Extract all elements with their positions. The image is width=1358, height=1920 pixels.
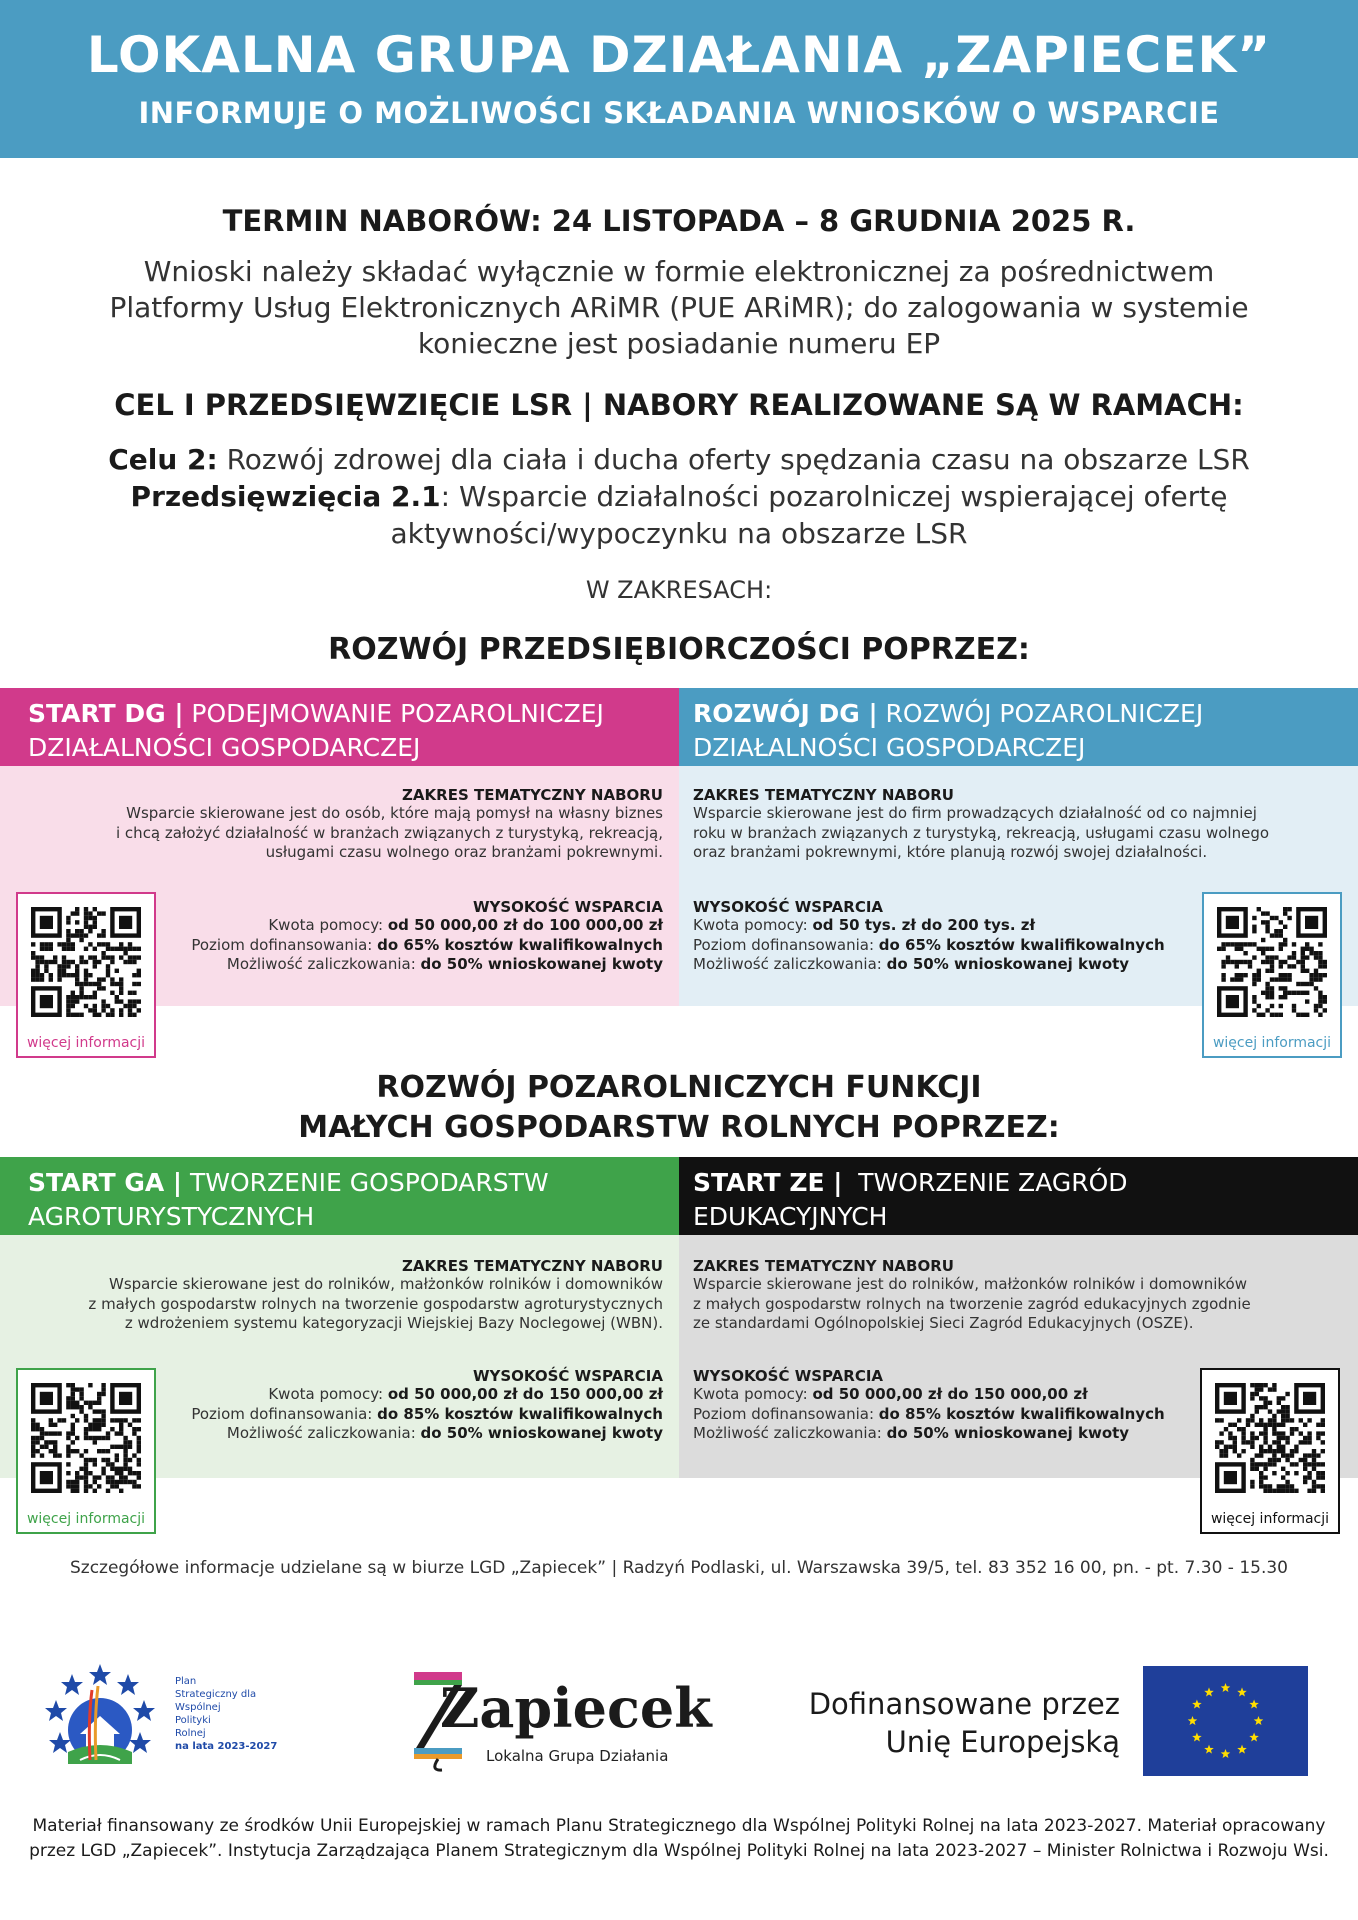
scope-line: roku w branżach związanych z turystyką, rekreacją, usługami czasu wolnego <box>693 823 1270 842</box>
scope-line: z małych gospodarstw rolnych na tworzenie zagród edukacyjnych zgodnie <box>693 1294 1251 1313</box>
section-1-title: ROZWÓJ PRZEDSIĘBIORCZOŚCI POPRZEZ: <box>328 632 1030 667</box>
advance-value: do 50% wnioskowanej kwoty <box>886 1424 1130 1442</box>
rozwoj-dg-support-title: WYSOKOŚĆ WSPARCIA <box>693 898 884 916</box>
advance-label: Możliwość zaliczkowania: <box>693 955 887 973</box>
eu-star <box>1237 1687 1247 1696</box>
office-info: Szczegółowe informacje udzielane są w biurze LGD „Zapiecek” | Radzyń Podlaski, ul. Warszawska 39/5, tel. 83 352 16 00, pn. - pt. 7.30 - 15.30 <box>69 1558 1288 1578</box>
przed-label: Przedsięwzięcia 2.1 <box>130 480 441 513</box>
start-ze-qr-link[interactable] <box>1200 1368 1340 1534</box>
eu-star <box>1221 1749 1231 1758</box>
intro-line: Wnioski należy składać wyłącznie w formie elektronicznej za pośrednictwem <box>143 255 1215 288</box>
disclaimer-line: przez LGD „Zapiecek”. Instytucja Zarządzająca Planem Strategicznym dla Wspólnej Polityki Rolnej na lata 2023-2027 – Minister Rolnictwa i Rozwoju Wsi. <box>29 1841 1329 1861</box>
eu-star <box>1254 1716 1264 1725</box>
start-dg-code: START DG | <box>28 699 184 728</box>
start-ga-support-title: WYSOKOŚĆ WSPARCIA <box>472 1367 663 1385</box>
start-ga-qr-link[interactable] <box>16 1368 156 1534</box>
rozwoj-dg-name-2: DZIAŁALNOŚCI GOSPODARCZEJ <box>693 733 1086 762</box>
qr-code-icon <box>1217 907 1327 1017</box>
zakres-label: W ZAKRESACH: <box>585 576 773 604</box>
ps-line: na lata 2023-2027 <box>175 1741 278 1752</box>
amount-label: Kwota pomocy: <box>268 916 388 934</box>
przed-text: : Wsparcie działalności pozarolniczej wspierającej ofertę <box>440 480 1228 513</box>
advance-label: Możliwość zaliczkowania: <box>693 1424 887 1442</box>
start-ze-band <box>679 1157 1358 1235</box>
start-dg-scope-title: ZAKRES TEMATYCZNY NABORU <box>402 786 663 804</box>
eu-star <box>1192 1733 1202 1742</box>
amount-value: od 50 000,00 zł do 100 000,00 zł <box>387 916 663 934</box>
start-dg-support-title: WYSOKOŚĆ WSPARCIA <box>472 898 663 916</box>
scope-line: z wdrożeniem systemu kategoryzacji Wiejskiej Bazy Noclegowej (WBN). <box>124 1314 663 1332</box>
ps-line: Wspólnej <box>175 1702 221 1713</box>
start-ze-support-title: WYSOKOŚĆ WSPARCIA <box>693 1367 884 1385</box>
start-ga-name: TWORZENIE GOSPODARSTW <box>182 1168 549 1197</box>
more-info-link[interactable]: więcej informacji <box>26 1511 146 1527</box>
start-dg-qr-link[interactable] <box>16 892 156 1058</box>
rozwoj-dg-qr-link[interactable] <box>1202 892 1342 1058</box>
eu-star <box>1204 1687 1214 1696</box>
start-ze-name: TWORZENIE ZAGRÓD <box>842 1168 1128 1197</box>
eu-star <box>1249 1700 1259 1709</box>
amount-value: od 50 tys. zł do 200 tys. zł <box>812 916 1036 934</box>
scope-line: Wsparcie skierowane jest do rolników, małżonków rolników i domowników <box>693 1275 1247 1293</box>
eu-stars-icon <box>1143 1666 1308 1776</box>
section-2-title-line: ROZWÓJ POZAROLNICZYCH FUNKCJI <box>376 1070 982 1105</box>
disclaimer <box>0 1814 1358 1864</box>
rozwoj-dg-scope-title: ZAKRES TEMATYCZNY NABORU <box>693 786 954 804</box>
cel-label: Celu 2: <box>108 443 218 476</box>
start-dg-name: PODEJMOWANIE POZAROLNICZEJ <box>183 699 604 728</box>
eu-star <box>1188 1716 1198 1725</box>
advance-label: Możliwość zaliczkowania: <box>226 955 421 973</box>
section-2-title <box>0 1068 1358 1148</box>
eu-line-1: Dofinansowane przez <box>808 1687 1120 1721</box>
start-ga-scope <box>23 1275 663 1334</box>
scope-line: Wsparcie skierowane jest do osób, które mają pomysł na własny biznes <box>126 804 663 822</box>
scope-line: oraz branżami pokrewnymi, które planują rozwój swojej działalności. <box>693 843 1208 861</box>
advance-value: do 50% wnioskowanej kwoty <box>420 955 663 973</box>
rozwoj-dg-name: ROZWÓJ POZAROLNICZEJ <box>877 699 1204 728</box>
qr-code-icon <box>31 907 141 1017</box>
eu-star <box>1192 1700 1202 1709</box>
plan-strategiczny-emblem-icon <box>40 1660 160 1780</box>
start-dg-scope <box>23 804 663 863</box>
cofin-value: do 85% kosztów kwalifikowalnych <box>878 1404 1165 1423</box>
zapiecek-subtitle: Lokalna Grupa Działania <box>486 1747 669 1765</box>
amount-label: Kwota pomocy: <box>268 1385 388 1403</box>
scope-line: z małych gospodarstw rolnych na tworzenie gospodarstw agroturystycznych <box>88 1294 663 1313</box>
amount-value: od 50 000,00 zł do 150 000,00 zł <box>812 1385 1088 1403</box>
ps-line: Polityki <box>175 1715 211 1726</box>
eu-star <box>1221 1683 1231 1692</box>
zapiecek-name: Zapiecek <box>440 1676 712 1740</box>
rozwoj-dg-code: ROZWÓJ DG | <box>693 699 878 728</box>
start-ga-scope-title: ZAKRES TEMATYCZNY NABORU <box>402 1257 663 1275</box>
rozwoj-dg-band <box>679 688 1358 766</box>
ps-line: Plan <box>175 1676 197 1687</box>
cofin-label: Poziom dofinansowania: <box>191 935 378 954</box>
eu-star <box>1204 1745 1214 1754</box>
start-ze-scope-title: ZAKRES TEMATYCZNY NABORU <box>693 1257 954 1275</box>
header-banner <box>0 0 1358 158</box>
scope-line: Wsparcie skierowane jest do firm prowadzących działalność od co najmniej <box>693 804 1257 822</box>
start-dg-name-2: DZIAŁALNOŚCI GOSPODARCZEJ <box>28 733 421 762</box>
scope-line: i chcą założyć działalność w branżach związanych z turystyką, rekreacją, <box>116 823 663 842</box>
cofin-label: Poziom dofinansowania: <box>191 1404 378 1423</box>
advance-value: do 50% wnioskowanej kwoty <box>420 1424 663 1442</box>
start-ga-name-2: AGROTURYSTYCZNYCH <box>28 1202 315 1231</box>
qr-code-icon <box>31 1383 141 1493</box>
eu-line-2: Unię Europejską <box>885 1725 1120 1759</box>
eu-star <box>1249 1733 1259 1742</box>
cel-text: Rozwój zdrowej dla ciała i ducha oferty spędzania czasu na obszarze LSR <box>217 443 1250 476</box>
ps-line: Strategiczny dla <box>175 1689 257 1700</box>
eu-star <box>1237 1745 1247 1754</box>
advance-label: Możliwość zaliczkowania: <box>226 1424 421 1442</box>
more-info-link[interactable]: więcej informacji <box>1210 1511 1330 1527</box>
term-heading: TERMIN NABORÓW: 24 LISTOPADA – 8 GRUDNIA 2025 R. <box>222 204 1136 238</box>
amount-label: Kwota pomocy: <box>693 1385 813 1403</box>
cofin-value: do 65% kosztów kwalifikowalnych <box>377 935 663 954</box>
zapiecek-logo <box>410 1660 712 1780</box>
ps-line: Rolnej <box>175 1728 206 1739</box>
cofin-label: Poziom dofinansowania: <box>693 1404 879 1423</box>
eu-cofinancing-text <box>780 1685 1120 1761</box>
more-info-link[interactable]: więcej informacji <box>1212 1035 1332 1051</box>
start-ga-code: START GA | <box>28 1168 183 1197</box>
intro-line: Platformy Usług Elektronicznych ARiMR (PUE ARiMR); do zalogowania w systemie <box>109 291 1249 324</box>
qr-code-icon <box>1215 1383 1325 1493</box>
advance-value: do 50% wnioskowanej kwoty <box>886 955 1130 973</box>
cofin-value: do 65% kosztów kwalifikowalnych <box>878 935 1165 954</box>
disclaimer-line: Materiał finansowany ze środków Unii Europejskiej w ramach Planu Strategicznego dla Wspólnej Polityki Rolnej na lata 2023-2027. Materiał opracowany <box>32 1816 1326 1836</box>
scope-line: Wsparcie skierowane jest do rolników, małżonków rolników i domowników <box>109 1275 663 1293</box>
start-ga-band <box>0 1157 679 1235</box>
scope-line: usługami czasu wolnego oraz branżami pokrewnymi. <box>265 843 663 861</box>
page-subtitle: INFORMUJE O MOŻLIWOŚCI SKŁADANIA WNIOSKÓW O WSPARCIE <box>138 96 1220 130</box>
cofin-value: do 85% kosztów kwalifikowalnych <box>377 1404 663 1423</box>
cel-title: CEL I PRZEDSIĘWZIĘCIE LSR | NABORY REALIZOWANE SĄ W RAMACH: <box>114 388 1244 422</box>
amount-value: od 50 000,00 zł do 150 000,00 zł <box>387 1385 663 1403</box>
start-ze-scope <box>693 1275 1333 1334</box>
cofin-label: Poziom dofinansowania: <box>693 935 879 954</box>
eu-flag-icon <box>1143 1666 1308 1776</box>
more-info-link[interactable]: więcej informacji <box>26 1035 146 1051</box>
intro-text <box>0 254 1358 362</box>
section-2-title-line: MAŁYCH GOSPODARSTW ROLNYCH POPRZEZ: <box>298 1110 1060 1145</box>
amount-label: Kwota pomocy: <box>693 916 813 934</box>
start-ze-code: START ZE | <box>693 1168 843 1197</box>
goals-text <box>0 441 1358 552</box>
start-dg-band <box>0 688 679 766</box>
page-title: LOKALNA GRUPA DZIAŁANIA „ZAPIECEK” <box>86 26 1272 84</box>
plan-strategiczny-logo <box>40 1660 280 1780</box>
start-ze-name-2: EDUKACYJNYCH <box>693 1202 888 1231</box>
rozwoj-dg-scope <box>693 804 1333 863</box>
przed-text-2: aktywności/wypoczynku na obszarze LSR <box>390 517 968 550</box>
intro-line: konieczne jest posiadanie numeru EP <box>417 327 941 360</box>
scope-line: ze standardami Ogólnopolskiej Sieci Zagród Edukacyjnych (OSZE). <box>693 1314 1194 1332</box>
